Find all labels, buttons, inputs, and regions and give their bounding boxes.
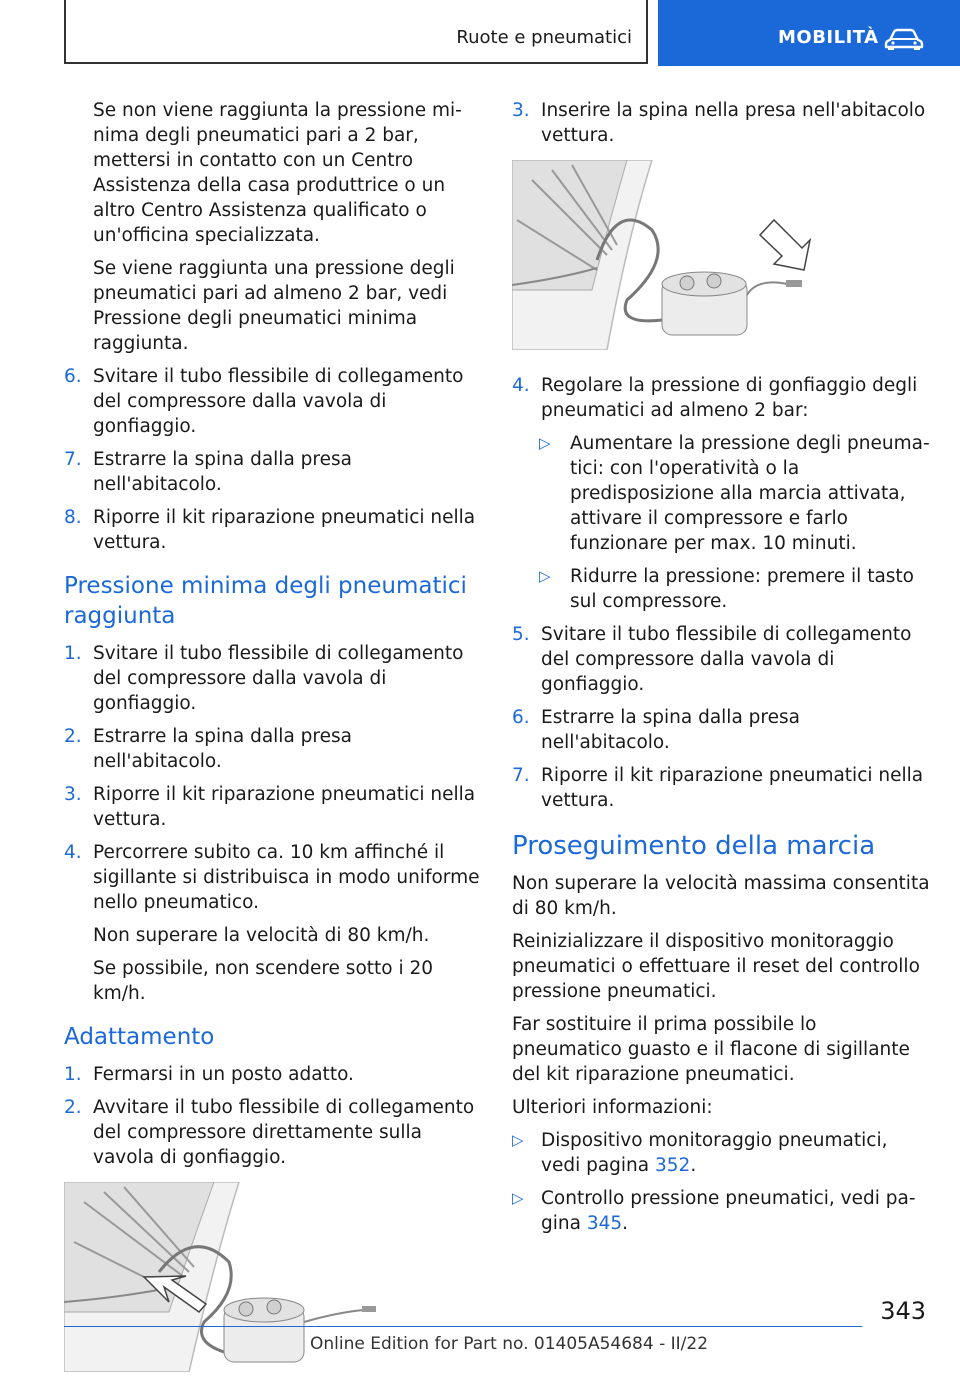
list-item: 8. Riporre il kit riparazione pneumatici nella vettura. (64, 507, 476, 553)
page-link-352[interactable]: 352 (655, 1155, 691, 1176)
list-item: 4. Regolare la pressione di gonfiaggio degli pneumatici ad almeno 2 bar: (512, 375, 918, 421)
list-item: 6. Estrarre la spina dalla presa nell'abitacolo. (512, 707, 800, 753)
paragraph: Ulteriori informazioni: (512, 1097, 713, 1118)
paragraph: Reinizializzare il dispositivo monitoraggio pneumatici o effettuare il reset del controllo pressione pneumatici. (512, 931, 920, 1002)
list-item: 5. Svitare il tubo flessibile di collegamento del compressore dalla vavola di gonfiaggio. (512, 624, 912, 695)
triangle-bullet-icon: ▷ (539, 434, 551, 452)
paragraph: Se viene raggiunta una pressione degli pneumatici pari ad almeno 2 bar, vedi Pressione degli pneumatici minima raggiunta. (93, 258, 455, 354)
footer-divider (64, 1326, 862, 1327)
reference-item: ▷ Controllo pressione pneumatici, vedi pagina 345. (512, 1188, 916, 1234)
paragraph: Far sostituire il prima possibile lo pneumatico guasto e il flacone di sigillante del kit riparazione pneumatici. (512, 1014, 910, 1085)
triangle-bullet-icon: ▷ (512, 1131, 524, 1149)
right-column (512, 98, 932, 1244)
section-heading: Adattamento (64, 1024, 215, 1050)
list-item: 1. Fermarsi in un posto adatto. (64, 1064, 354, 1085)
bullet-item: ▷ Aumentare la pressione degli pneumatici: con l'operatività o la predisposizione alla marcia attivata, attivare il compressore e farlo funzionare per max. 10 minuti. (539, 433, 930, 554)
section-title: MOBILITÀ (778, 27, 879, 48)
list-item: 6. Svitare il tubo flessibile di collegamento del compressore dalla vavola di gonfiaggio. (64, 366, 464, 437)
reference-item: ▷ Dispositivo monitoraggio pneumatici, vedi pagina 352. (512, 1130, 888, 1176)
list-item: 3. Riporre il kit riparazione pneumatici nella vettura. (64, 784, 476, 830)
note: Se possibile, non scendere sotto i 20 km/h. (93, 958, 434, 1004)
page-link-345[interactable]: 345 (586, 1213, 623, 1234)
paragraph: Non superare la velocità massima consentita di 80 km/h. (512, 873, 930, 919)
section-heading: Pressione minima degli pneumatici raggiunta (64, 573, 467, 629)
page-number: 343 (880, 1297, 926, 1325)
compressor-plug-illustration (512, 160, 932, 357)
list-item: 7. Riporre il kit riparazione pneumatici nella vettura. (512, 765, 924, 811)
edition-note: Online Edition for Part no. 01405A54684 - II/22 (310, 1334, 709, 1354)
list-item: 4. Percorrere subito ca. 10 km affinché il sigillante si distribuisca in modo uniforme nello pneumatico. (64, 842, 480, 913)
list-item: 7. Estrarre la spina dalla presa nell'abitacolo. (64, 449, 352, 495)
header-section-box (658, 0, 960, 66)
paragraph: Se non viene raggiunta la pressione minima degli pneumatici pari a 2 bar, mettersi in contatto con un Centro Assistenza della casa produttrice o un altro Centro Assistenza qualificato o un'officina specializzata. (93, 100, 462, 246)
section-heading: Proseguimento della marcia (512, 831, 876, 861)
car-icon (884, 28, 924, 50)
triangle-bullet-icon: ▷ (539, 567, 551, 585)
list-item: 1. Svitare il tubo flessibile di collegamento del compressore dalla vavola di gonfiaggio. (64, 643, 464, 714)
triangle-bullet-icon: ▷ (512, 1189, 524, 1207)
header-chapter-box (64, 0, 648, 64)
list-item: 3. Inserire la spina nella presa nell'abitacolo vettura. (512, 100, 926, 146)
list-item: 2. Estrarre la spina dalla presa nell'abitacolo. (64, 726, 352, 772)
list-item: 2. Avvitare il tubo flessibile di collegamento del compressore direttamente sulla vavola di gonfiaggio. (64, 1097, 475, 1168)
chapter-title: Ruote e pneumatici (456, 27, 632, 48)
bullet-item: ▷ Ridurre la pressione: premere il tasto sul compressore. (539, 566, 914, 612)
left-column (64, 98, 482, 1395)
note: Non superare la velocità di 80 km/h. (93, 925, 430, 946)
